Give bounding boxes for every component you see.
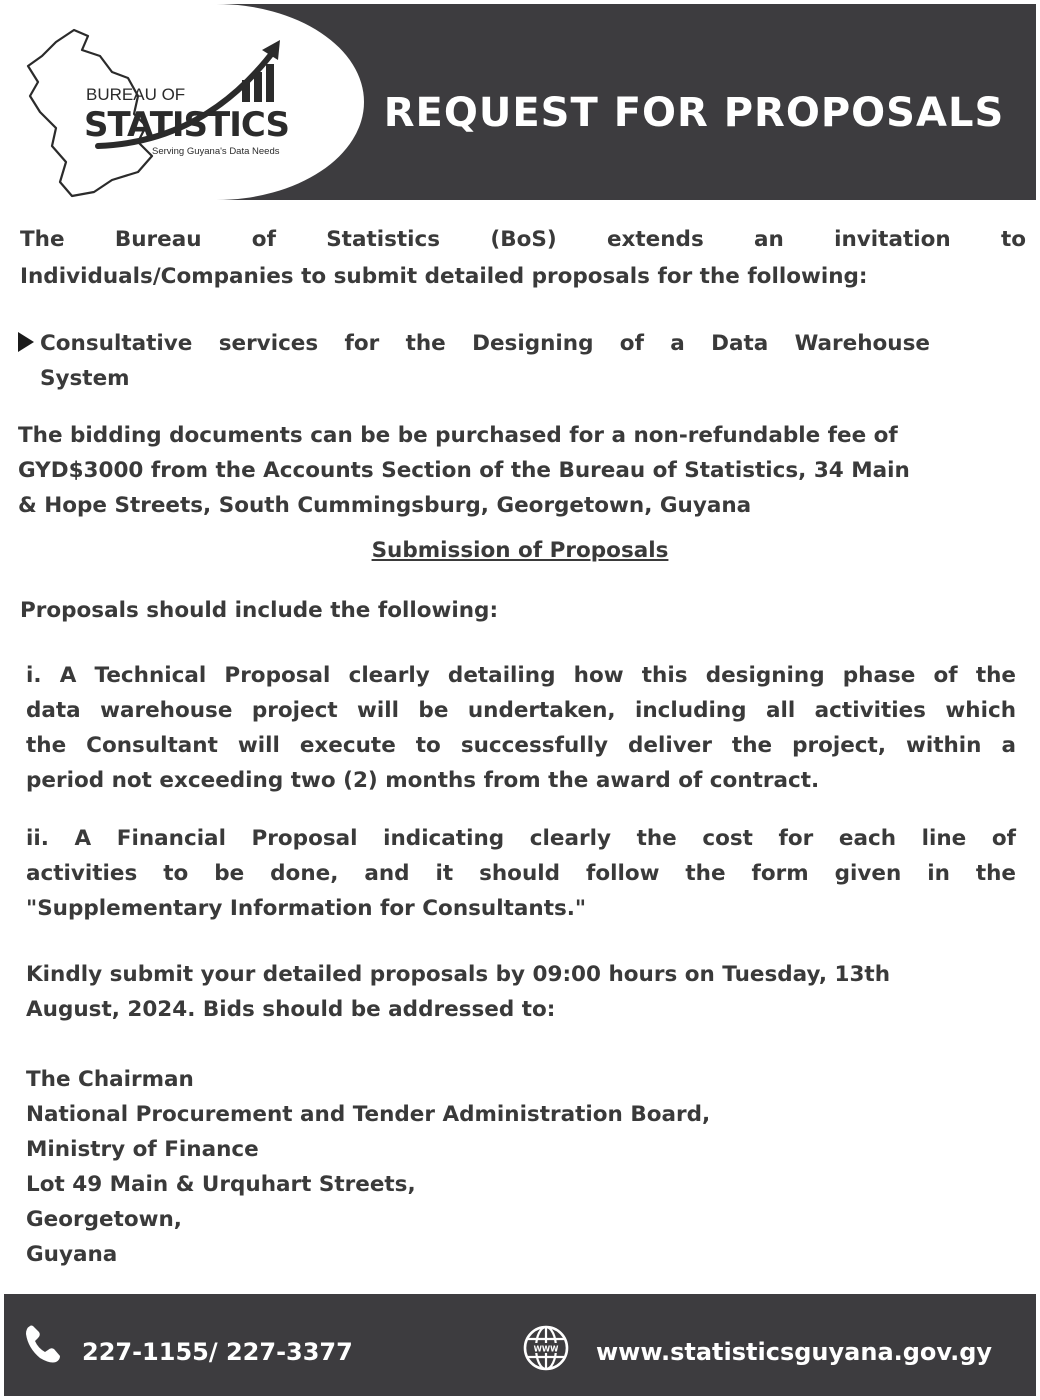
bidding-paragraph — [18, 418, 1028, 523]
service-item-cont — [40, 361, 930, 396]
address-line: Ministry of Finance — [26, 1137, 259, 1162]
bidding-line: GYD$3000 from the Accounts Section of the Bureau of Statistics, 34 Main — [18, 458, 910, 483]
address-line: Guyana — [26, 1242, 118, 1267]
svg-text:WWW: WWW — [533, 1344, 559, 1354]
deadline-line: Kindly submit your detailed proposals by 09:00 hours on Tuesday, 13th — [26, 962, 891, 987]
page-title: REQUEST FOR PROPOSALS — [383, 90, 1005, 136]
address-line: Georgetown, — [26, 1207, 182, 1232]
financial-proposal-item-cont — [26, 891, 1016, 926]
deadline-line: August, 2024. Bids should be addressed to: — [26, 997, 556, 1022]
service-line: System — [40, 366, 130, 391]
item2-line: ii. A Financial Proposal indicating clearly the cost for each line of — [26, 826, 1016, 851]
intro-line: Individuals/Companies to submit detailed proposals for the following: — [20, 264, 868, 289]
advertisement — [4, 4, 1036, 1396]
footer-phone: 227-1155/ 227-3377 — [82, 1338, 353, 1366]
address-block — [26, 1062, 1016, 1272]
intro-paragraph-cont — [20, 259, 1026, 294]
submission-lead: Proposals should include the following: — [20, 598, 499, 623]
service-item — [40, 326, 930, 361]
item1-line: i. A Technical Proposal clearly detailing how this designing phase of the — [26, 663, 1016, 688]
phone-icon — [22, 1322, 66, 1366]
logo-tagline: Serving Guyana's Data Needs — [152, 146, 280, 157]
logo-line2: STATISTICS — [84, 105, 289, 145]
item2-line: "Supplementary Information for Consultants." — [26, 896, 587, 921]
item1-line: data warehouse project will be undertaken, including all activities which — [26, 698, 1016, 723]
bullet-triangle-icon — [18, 332, 34, 352]
technical-proposal-item — [26, 658, 1016, 763]
address-line: The Chairman — [26, 1067, 194, 1092]
bureau-of-statistics-logo — [16, 22, 326, 202]
intro-line: The Bureau of Statistics (BoS) extends an invitation to — [20, 227, 1026, 252]
bidding-line: The bidding documents can be be purchased for a non-refundable fee of — [18, 423, 898, 448]
address-line: National Procurement and Tender Administration Board, — [26, 1102, 711, 1127]
bidding-line: & Hope Streets, South Cummingsburg, Georgetown, Guyana — [18, 493, 752, 518]
footer-bar — [4, 1294, 1036, 1396]
item2-line: activities to be done, and it should follow the form given in the — [26, 861, 1016, 886]
address-line: Lot 49 Main & Urquhart Streets, — [26, 1172, 416, 1197]
intro-paragraph — [20, 222, 1026, 257]
item1-line: period not exceeding two (2) months from the award of contract. — [26, 768, 820, 793]
technical-proposal-item-cont — [26, 763, 1016, 798]
logo-panel — [4, 4, 364, 200]
financial-proposal-item — [26, 821, 1016, 891]
item1-line: the Consultant will execute to successfully deliver the project, within a — [26, 733, 1016, 758]
globe-icon — [522, 1324, 570, 1372]
logo-line1: BUREAU OF — [86, 85, 186, 104]
submission-heading: Submission of Proposals — [371, 538, 669, 563]
deadline-paragraph — [26, 957, 1016, 1027]
header-banner — [4, 4, 1036, 200]
service-line: Consultative services for the Designing of a Data Warehouse — [40, 331, 930, 356]
footer-website[interactable]: www.statisticsguyana.gov.gy — [596, 1338, 993, 1366]
